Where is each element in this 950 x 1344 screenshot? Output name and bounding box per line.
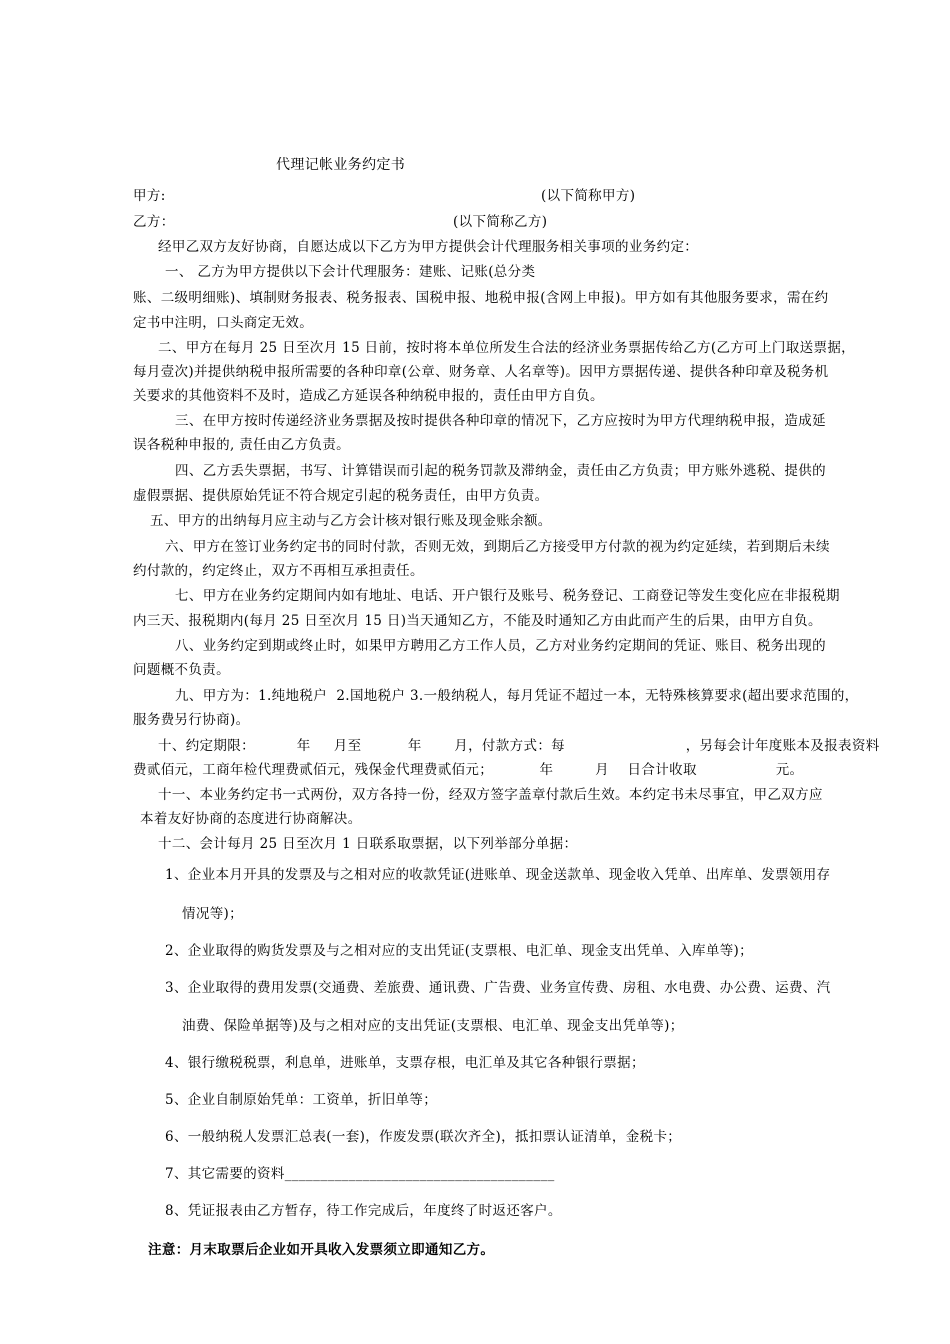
- notice-text: 注意：月末取票后企业如开具收入发票须立即通知乙方。: [148, 1242, 495, 1258]
- party-b-note: (以下简称乙方): [453, 214, 548, 230]
- document-title: 代理记帐业务约定书: [276, 157, 406, 173]
- clause-8-line: 问题概不负责。: [133, 662, 230, 678]
- list-item: 油费、保险单据等)及与之相对应的支出凭证(支票根、电汇单、现金支出凭单等)；: [182, 1018, 684, 1034]
- clause-5-line: 五、甲方的出纳每月应主动与乙方会计核对银行账及现金账余额。: [150, 513, 552, 529]
- list-item: 8、凭证报表由乙方暂存，待工作完成后，年度终了时返还客户。: [165, 1203, 562, 1219]
- clause-3-line: 三、在甲方按时传递经济业务票据及按时提供各种印章的情况下，乙方应按时为甲方代理纳税申报，造成延: [175, 413, 826, 429]
- clause-2-line: 关要求的其他资料不及时，造成乙方延误各种纳税申报的，责任由甲方自负。: [133, 388, 604, 404]
- list-item: 5、企业自制原始凭单：工资单，折旧单等；: [165, 1092, 438, 1108]
- party-a-label: 甲方:: [133, 188, 166, 204]
- clause-4-line: 虚假票据、提供原始凭证不符合规定引起的税务责任，由甲方负责。: [133, 488, 549, 504]
- list-item: 2、企业取得的购货发票及与之相对应的支出凭证(支票根、电汇单、现金支出凭单、入库单等)；: [165, 943, 754, 959]
- intro-paragraph: 经甲乙双方友好协商，自愿达成以下乙方为甲方提供会计代理服务相关事项的业务约定：: [158, 239, 699, 255]
- clause-9-line: 服务费另行协商)。: [133, 712, 250, 728]
- list-item: 1、企业本月开具的发票及与之相对应的收款凭证(进账单、现金送款单、现金收入凭单、出库单、发票领用存: [165, 867, 831, 883]
- list-item: 7、其它需要的资料______________________________________: [165, 1166, 555, 1182]
- list-item: 4、银行缴税税票，利息单，进账单，支票存根，电汇单及其它各种银行票据；: [165, 1055, 645, 1071]
- clause-9-line: 九、甲方为：1.纯地税户 2.国地税户 3.一般纳税人，每月凭证不超过一本，无特殊核算要求(超出要求范围的，: [175, 688, 859, 704]
- clause-1-line: 定书中注明，口头商定无效。: [133, 315, 314, 331]
- clause-3-line: 误各税种申报的, 责任由乙方负责。: [133, 437, 351, 453]
- clause-10-line: 费贰佰元，工商年检代理费贰佰元，残保金代理费贰佰元； 年 月 日合计收取 元。: [133, 762, 804, 778]
- clause-10-line: 十、约定期限： 年 月至 年 月，付款方式：每 ，另每会计年度账本及报表资料: [158, 738, 880, 754]
- list-item: 6、一般纳税人发票汇总表(一套)，作废发票(联次齐全)，抵扣票认证清单，金税卡；: [165, 1129, 682, 1145]
- clause-2-line: 每月壹次)并提供纳税申报所需要的各种印章(公章、财务章、人名章等)。因甲方票据传递、提供各种印章及税务机: [133, 364, 829, 380]
- clause-12-line: 十二、会计每月 25 日至次月 1 日联系取票据，以下列举部分单据：: [158, 836, 578, 852]
- clause-7-line: 七、甲方在业务约定期间内如有地址、电话、开户银行及账号、税务登记、工商登记等发生变化应在非报税期: [175, 588, 840, 604]
- clause-1-line: 账、二级明细账)、填制财务报表、税务报表、国税申报、地税申报(含网上申报)。甲方如有其他服务要求，需在约: [133, 290, 829, 306]
- clause-8-line: 八、业务约定到期或终止时，如果甲方聘用乙方工作人员，乙方对业务约定期间的凭证、账目、税务出现的: [175, 638, 826, 654]
- clause-11-line: 本着友好协商的态度进行协商解决。: [140, 811, 362, 827]
- clause-11-line: 十一、本业务约定书一式两份，双方各持一份，经双方签字盖章付款后生效。本约定书未尽事宜，甲乙双方应: [158, 787, 823, 803]
- clause-6-line: 约付款的，约定终止，双方不再相互承担责任。: [133, 563, 424, 579]
- party-b-label: 乙方：: [133, 214, 175, 230]
- clause-1-line: 一、 乙方为甲方提供以下会计代理服务：建账、记账(总分类: [165, 264, 536, 280]
- clause-4-line: 四、乙方丢失票据，书写、计算错误而引起的税务罚款及滞纳金，责任由乙方负责；甲方账外逃税、提供的: [175, 463, 826, 479]
- list-item: 情况等)；: [182, 906, 244, 922]
- clause-2-line: 二、甲方在每月 25 日至次月 15 日前，按时将本单位所发生合法的经济业务票据传给乙方(乙方可上门取送票据，: [158, 340, 856, 356]
- clause-7-line: 内三天、报税期内(每月 25 日至次月 15 日)当天通知乙方，不能及时通知乙方由此而产生的后果，由甲方自负。: [133, 613, 822, 629]
- list-item: 3、企业取得的费用发票(交通费、差旅费、通讯费、广告费、业务宣传费、房租、水电费、办公费、运费、汽: [165, 980, 831, 996]
- clause-6-line: 六、甲方在签订业务约定书的同时付款，否则无效，到期后乙方接受甲方付款的视为约定延续，若到期后未续: [165, 539, 830, 555]
- party-a-note: (以下简称甲方): [541, 188, 636, 204]
